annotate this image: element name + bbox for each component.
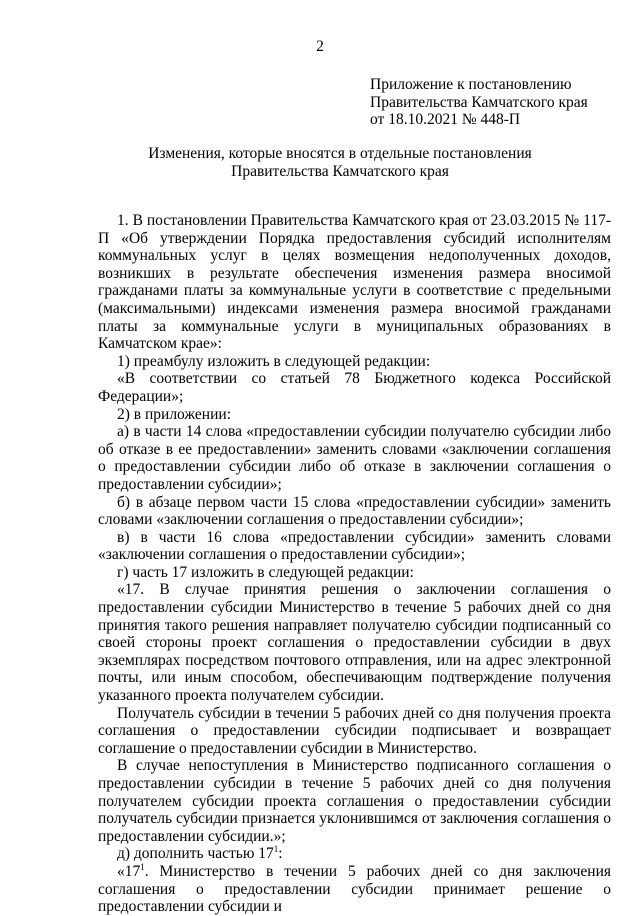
paragraph-4: 2) в приложении: xyxy=(117,405,231,423)
paragraph-9: «17. В случае принятия решения о заключении соглашения о предоставлении субсидии Министерство в течение 5 рабочих дней со дня принятия такого решения направляет получателю субсидии подписанный со своей стороны проект соглашения о предоставлении субсидии в двух экземплярах посредством почтового отправления, или на адрес электронной почты, или иным способом, обеспечивающим подтверждение получения указанного проекта получателем субсидии. xyxy=(98,581,611,705)
superscript: 1 xyxy=(140,861,145,872)
document-title-line-1: Изменения, которые вносятся в отдельные постановления xyxy=(148,145,532,162)
document-title-line-2: Правительства Камчатского края xyxy=(231,162,449,180)
page-number: 2 xyxy=(316,38,324,55)
paragraph-1: 1. В постановлении Правительства Камчатского края от 23.03.2015 № 117-П «Об утверждении Порядка предоставления субсидий исполнителям коммунальных услуг в целях возмещения недополученных доходов, возникших в результате обеспечения изменения размера вносимой гражданами платы за коммунальные услуги в соответствие с предельными (максимальными) индексами изменения размера вносимой гражданами платы за коммунальные услуги в муниципальных образованиях в Камчатском крае»: xyxy=(98,212,611,353)
paragraph-13-text: «17 xyxy=(117,862,141,880)
document-title xyxy=(0,145,640,180)
paragraph-12-text: д) дополнить частью 17 xyxy=(117,845,274,863)
paragraph-12 xyxy=(98,845,611,863)
paragraph-2: 1) преамбулу изложить в следующей редакции: xyxy=(117,352,431,370)
paragraph-3: «В соответствии со статьей 78 Бюджетного кодекса Российской Федерации»; xyxy=(98,370,611,405)
paragraph-5: а) в части 14 слова «предоставлении субсидии получателю субсидии либо об отказе в ее предоставлении» заменить словами «заключении соглашения о предоставлении субсидии либо об отказе в заключении соглашения о предоставлении субсидии»; xyxy=(98,423,611,493)
paragraph-10: Получатель субсидии в течении 5 рабочих дней со дня получения проекта соглашения о предоставлении субсидии подписывает и возвращает соглашение о предоставлении субсидии в Министерство. xyxy=(98,704,611,757)
paragraph-11: В случае непоступления в Министерство подписанного соглашения о предоставлении субсидии в течение 5 рабочих дней со дня получения получателем субсидии проекта соглашения о предоставлении субсидии получатель субсидии признается уклонившимся от заключения соглашения о предоставлении субсидии.»; xyxy=(98,757,611,845)
superscript: 1 xyxy=(273,844,279,855)
paragraph-8: г) часть 17 изложить в следующей редакции: xyxy=(117,563,414,581)
paragraph-13 xyxy=(98,863,611,916)
annex-line-1: Приложение к постановлению xyxy=(370,76,572,93)
paragraph-13-tail: . Министерство в течении 5 рабочих дней со дня заключения соглашения о предоставлении субсидии принимает решение о предоставлении субсидии и xyxy=(98,862,611,916)
document-body xyxy=(98,212,611,916)
annex-header xyxy=(370,76,588,129)
annex-line-2: Правительства Камчатского края xyxy=(370,93,588,111)
annex-line-3: от 18.10.2021 № 448-П xyxy=(370,111,521,128)
paragraph-12-tail: : xyxy=(278,845,283,863)
paragraph-6: б) в абзаце первом части 15 слова «предоставлении субсидии» заменить словами «заключении соглашения о предоставлении субсидии»; xyxy=(98,493,611,529)
paragraph-7: в) в части 16 слова «предоставлении субсидии» заменить словами «заключении соглашения о предоставлении субсидии»; xyxy=(98,528,611,564)
